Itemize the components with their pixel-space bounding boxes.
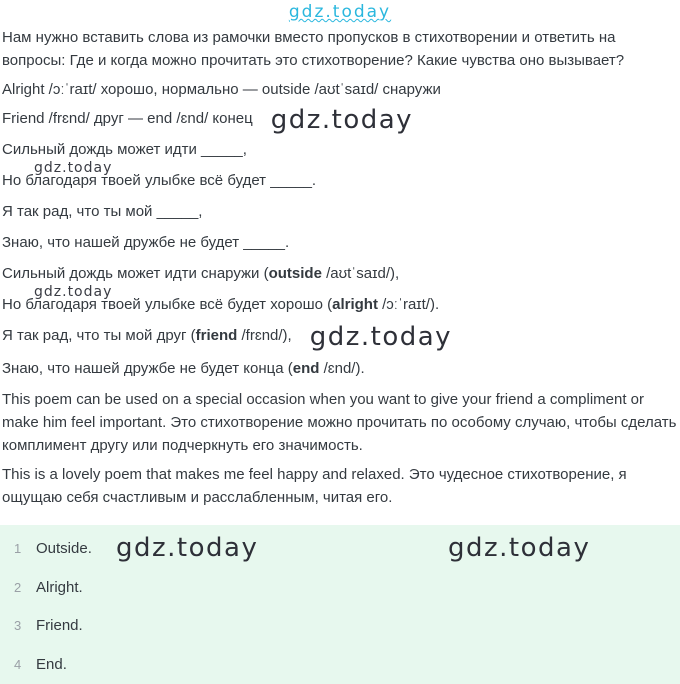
answer-number: 1	[14, 540, 22, 556]
poem-filled-line-3-pre: Я так рад, что ты мой друг (	[2, 327, 196, 344]
poem-filled-line-2-word: alright	[332, 296, 378, 313]
watermark-answers-1: gdz.today	[116, 533, 259, 564]
poem-filled-line-3-word: friend	[195, 327, 238, 344]
vocab-line-1: Alright /ɔːˈraɪt/ хорошо, нормально — outside /aʊtˈsaɪd/ снаружи	[2, 81, 441, 98]
poem-filled-line-2-post: /ɔːˈraɪt/).	[377, 296, 440, 313]
poem-blank-line-1: Сильный дождь может идти _____,	[2, 141, 247, 158]
poem-filled-line-2	[2, 293, 678, 316]
watermark-small-1: gdz.today	[34, 160, 113, 176]
answer-row	[0, 529, 680, 568]
watermark-inline-1: gdz.today	[270, 105, 414, 135]
poem-filled-line-1-post: /aʊtˈsaɪd/),	[321, 265, 400, 282]
commentary-paragraph-2: This is a lovely poem that makes me feel happy and relaxed. Это чудесное стихотворение, я ощущаю себя счастливым и расслабленным, читая его.	[2, 466, 627, 506]
poem-blank-line-2: Но благодаря твоей улыбке всё будет _____.	[2, 172, 317, 189]
poem-filled-line-4-post: /ɛnd/).	[319, 360, 365, 377]
poem-filled-line-1-pre: Сильный дождь может идти снаружи (	[2, 265, 269, 282]
poem-filled-line-4-pre: Знаю, что нашей дружбе не будет конца (	[2, 360, 293, 377]
task-description: Нам нужно вставить слова из рамочки вместо пропусков в стихотворении и ответить на вопросы: Где и когда можно прочитать это стихотворение? Какие чувства оно вызывает?	[2, 29, 625, 69]
answer-text: Friend.	[36, 617, 83, 635]
answer-row	[0, 568, 680, 607]
answer-number: 4	[14, 657, 22, 673]
answer-row	[0, 607, 680, 646]
answer-text: Alright.	[36, 578, 83, 596]
poem-filled-line-4	[2, 357, 678, 380]
poem-filled-line-3	[2, 322, 678, 352]
vocab-line-2	[2, 105, 678, 135]
poem-blank-line-4: Знаю, что нашей дружбе не будет _____.	[2, 234, 290, 251]
poem-filled-line-2-pre: Но благодаря твоей улыбке всё будет хорошо (	[2, 296, 333, 313]
answer-text: End.	[36, 656, 67, 674]
vocab-line-2-text: Friend /frɛnd/ друг — end /ɛnd/ конец	[2, 110, 253, 127]
watermark-small-2: gdz.today	[34, 284, 113, 300]
poem-blank-line-3: Я так рад, что ты мой _____,	[2, 203, 203, 220]
poem-filled-line-3-post: /frɛnd/),	[237, 327, 292, 344]
poem-filled-line-1-word: outside	[268, 265, 322, 282]
watermark-top: gdz.today	[288, 2, 392, 22]
answer-text: Outside.	[36, 539, 92, 557]
answer-number: 3	[14, 618, 22, 634]
commentary-paragraph-1: This poem can be used on a special occasion when you want to give your friend a compliment or make him feel important. Это стихотворение можно прочитать по особому случаю, чтобы сделать комплимент другу или подчеркнуть его значимость.	[2, 391, 677, 454]
watermark-answers-2: gdz.today	[448, 533, 591, 564]
watermark-inline-2: gdz.today	[309, 322, 453, 352]
poem-filled-line-4-word: end	[292, 360, 320, 377]
answer-number: 2	[14, 579, 22, 595]
poem-filled-line-1	[2, 262, 678, 285]
answer-row	[0, 645, 680, 684]
answers-section	[0, 525, 680, 684]
